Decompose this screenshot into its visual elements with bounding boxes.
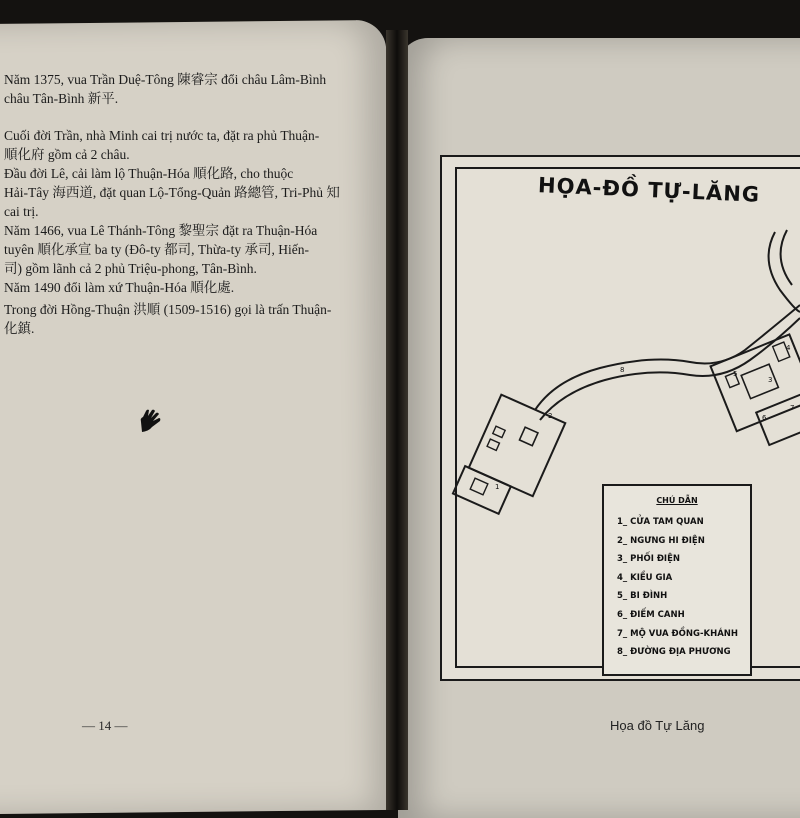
legend-item-4: 4_ KIỀU GIA	[617, 572, 673, 583]
map-label-5: 5	[733, 370, 738, 378]
map-label-1: 1	[495, 483, 500, 491]
legend-item-5: 5_ BI ĐÌNH	[617, 591, 668, 602]
legend-item-2: 2_ NGƯNG HI ĐIỆN	[617, 535, 705, 546]
map-title: HỌA-ĐỒ TỰ-LĂNG	[537, 173, 761, 207]
map-legend	[602, 484, 752, 676]
page-number: — 14 —	[82, 718, 128, 733]
legend-item-7: 7_ MỘ VUA ĐỒNG-KHÁNH	[617, 628, 738, 639]
map-label-7: 7	[790, 404, 795, 412]
map-caption: Họa đồ Tự Lăng	[610, 718, 705, 733]
legend-item-6: 6_ ĐIẾM CANH	[617, 609, 685, 620]
map-label-4: 4	[786, 344, 791, 352]
text-line: Năm 1466, vua Lê Thánh-Tông 黎聖宗 đặt ra Thuận-Hóa	[4, 223, 318, 238]
legend-item-8: 8_ ĐƯỜNG ĐỊA PHƯƠNG	[617, 647, 731, 658]
map-label-6: 6	[762, 414, 767, 422]
legend-item-3: 3_ PHỐI ĐIỆN	[617, 554, 681, 565]
text-line: tuyên 順化承宣 ba ty (Đô-ty 都司, Thừa-ty 承司, Hiến-	[4, 242, 310, 257]
text-line: 順化府 gồm cả 2 châu.	[4, 147, 130, 162]
text-line: châu Tân-Bình 新平.	[4, 91, 119, 106]
text-line: Đầu đời Lê, cải làm lộ Thuận-Hóa 順化路, cho thuộc	[4, 166, 294, 181]
text-line: Cuối đời Trần, nhà Minh cai trị nước ta, đặt ra phủ Thuận-	[4, 128, 320, 143]
legend-item-1: 1_ CỬA TAM QUAN	[617, 517, 704, 527]
map-label-8: 8	[620, 366, 625, 374]
text-line: cai trị.	[4, 204, 39, 219]
map-label-2: 2	[548, 412, 553, 420]
text-line: 化鎮.	[4, 321, 35, 336]
legend-title: CHÚ DẪN	[656, 496, 698, 505]
text-line: Năm 1375, vua Trần Duệ-Tông 陳睿宗 đổi châu Lâm-Bình	[4, 72, 327, 87]
text-line: Năm 1490 đổi làm xứ Thuận-Hóa 順化處.	[4, 280, 235, 295]
map-label-3: 3	[768, 376, 773, 384]
text-line: Hải-Tây 海西道, đặt quan Lộ-Tổng-Quản 路總管, Tri-Phủ 知	[4, 185, 340, 200]
text-line: 司) gồm lãnh cả 2 phủ Triệu-phong, Tân-Bình.	[4, 261, 257, 276]
text-line: Trong đời Hồng-Thuận 洪順 (1509-1516) gọi là trấn Thuận-	[4, 302, 332, 317]
